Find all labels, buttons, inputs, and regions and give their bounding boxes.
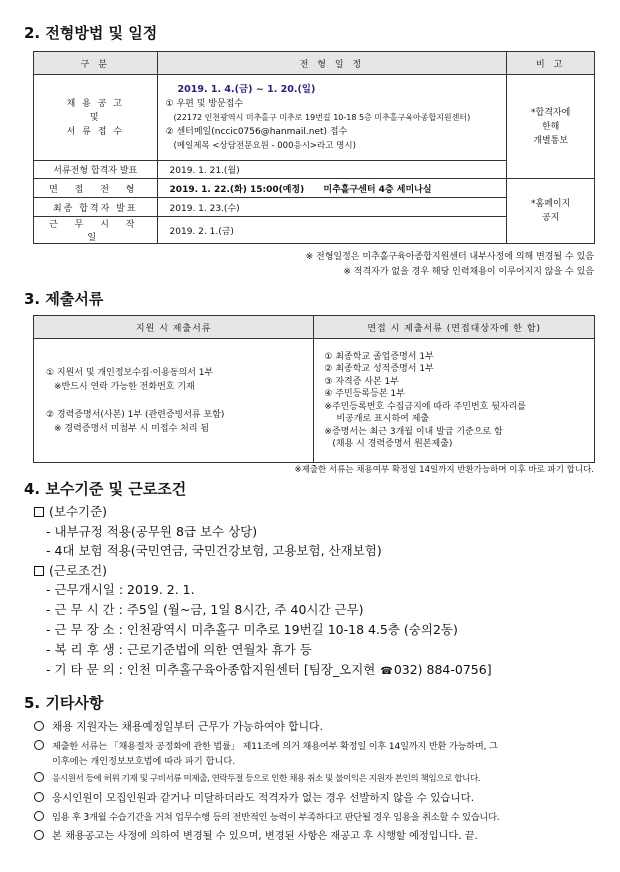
checkbox-square-icon bbox=[34, 507, 44, 517]
misc-item-text: 채용 지원자는 채용예정일부터 근무가 가능하여야 합니다. bbox=[52, 720, 323, 733]
condition-hours: - 근 무 시 간 : 주5일 (월~금, 1일 8시간, 주 40시간 근무) bbox=[46, 602, 364, 617]
misc-item-6 bbox=[34, 827, 478, 842]
label-line: 및 bbox=[89, 112, 101, 123]
remark-line: *홈페이지 bbox=[531, 199, 571, 209]
remark-homepage bbox=[507, 179, 595, 244]
schedule-row-interview bbox=[34, 179, 595, 198]
group-salary bbox=[34, 502, 107, 520]
section-3-title: 3. 제출서류 bbox=[24, 290, 104, 308]
apply-doc-2-note: ※ 경력증명서 미첨부 시 미접수 처리 됨 bbox=[54, 423, 210, 434]
interview-place: 미추홀구센터 4층 세미나실 bbox=[323, 184, 432, 195]
row-label-announcement bbox=[34, 75, 158, 161]
checkbox-square-icon bbox=[34, 566, 44, 576]
misc-item-text: 응시인원이 모집인원과 같거나 미달하더라도 적격자가 없는 경우 선발하지 않을 수 있습니다. bbox=[52, 792, 475, 804]
header-schedule: 전 형 일 정 bbox=[157, 52, 507, 75]
contact-phone: 032) 884-0756] bbox=[393, 662, 492, 677]
apply-doc-1-note: ※반드시 연락 가능한 전화번호 기재 bbox=[54, 381, 195, 392]
row-label-start: 근 무 시 작 일 bbox=[34, 217, 158, 244]
misc-item-1 bbox=[34, 719, 323, 734]
header-apply-docs: 지원 시 제출서류 bbox=[34, 316, 314, 339]
schedule-table bbox=[33, 51, 595, 244]
apply-mail-subject: (메일제목 <상담전문요원 - 000응시>라고 명시) bbox=[173, 140, 356, 151]
schedule-row-announcement bbox=[34, 75, 595, 161]
group-salary-label: (보수기준) bbox=[49, 504, 108, 519]
interview-doc-1: ① 최종학교 졸업증명서 1부 bbox=[324, 351, 434, 362]
condition-contact bbox=[46, 660, 492, 678]
schedule-header-row bbox=[34, 52, 595, 75]
circle-bullet-icon bbox=[34, 772, 44, 782]
remark-line: 개별통보 bbox=[533, 135, 569, 146]
contact-text: - 기 타 문 의 : 인천 미추홀구육아종합지원센터 [팀장_오지현 bbox=[46, 662, 380, 677]
documents-row bbox=[34, 339, 595, 463]
interview-doc-note-2b: (채용 시 경력증명서 원본제출) bbox=[332, 439, 453, 449]
misc-item-text: 임용 후 3개월 수습기간을 거쳐 업무수행 등의 전반적인 능력이 부족하다고 판단될 경우 임용을 취소할 수 있습니다. bbox=[52, 812, 500, 823]
row-date-doc-result: 2019. 1. 21.(월) bbox=[157, 161, 507, 179]
misc-item-5 bbox=[34, 809, 499, 823]
section-4-title: 4. 보수기준 및 근로조건 bbox=[24, 480, 187, 498]
misc-item-2 bbox=[34, 738, 498, 752]
schedule-note-1: ※ 전형일정은 미추홀구육아종합지원센터 내부사정에 의해 변경될 수 있음 bbox=[305, 252, 594, 262]
remark-line: 한해 bbox=[541, 121, 560, 132]
header-remark: 비 고 bbox=[507, 52, 595, 75]
group-conditions-label: (근로조건) bbox=[49, 563, 108, 578]
apply-address: (22172 인천광역시 미추홀구 미추로 19번길 10-18 5층 미추홀구육아종합지원센터) bbox=[173, 112, 471, 122]
section-2-title: 2. 전형방법 및 일정 bbox=[24, 24, 158, 42]
interview-date: 2019. 1. 22.(화) 15:00(예정) bbox=[169, 184, 305, 195]
documents-header-row bbox=[34, 316, 595, 339]
announcement-date: 2019. 1. 4.(금) ~ 1. 20.(일) bbox=[177, 83, 316, 95]
row-date-start: 2019. 2. 1.(금) bbox=[157, 217, 507, 244]
label-line: 서 류 접 수 bbox=[66, 126, 124, 137]
documents-note: ※제출한 서류는 채용여부 확정일 14일까지 반환가능하며 이후 바로 파기 합니다. bbox=[294, 465, 594, 475]
misc-item-4 bbox=[34, 790, 474, 805]
condition-location: - 근 무 장 소 : 인천광역시 미추홀구 미추로 19번길 10-18 4.5층 (숭의2동) bbox=[46, 622, 458, 637]
misc-item-text: 응시원서 등에 허위 기재 및 구비서류 미제출, 연락두절 등으로 인한 채용 취소 및 불이익은 지원자 본인의 책임으로 합니다. bbox=[52, 774, 481, 784]
row-label-doc-result: 서류전형 합격자 발표 bbox=[34, 161, 158, 179]
misc-item-2-cont: 이후에는 개인정보보호법에 따라 파기 합니다. bbox=[52, 756, 236, 767]
schedule-note-2: ※ 적격자가 없을 경우 해당 인력채용이 이루어지지 않을 수 있음 bbox=[343, 267, 594, 277]
interview-doc-3: ③ 자격증 사본 1부 bbox=[324, 376, 399, 387]
misc-item-text: 제출한 서류는 「채용절차 공정화에 관한 법률」 제11조에 의거 채용여부 확정일 이후 14일까지 반환 가능하며, 그 bbox=[52, 741, 498, 752]
condition-welfare: - 복 리 후 생 : 근로기준법에 의한 연월차 휴가 등 bbox=[46, 642, 312, 657]
salary-item-1: - 내부규정 적용(공무원 8급 보수 상당) bbox=[46, 524, 258, 539]
label-line: 채 용 공 고 bbox=[66, 98, 124, 109]
row-label-final-result: 최종 합격자 발표 bbox=[34, 198, 158, 217]
circle-bullet-icon bbox=[34, 721, 44, 731]
apply-doc-1: ① 지원서 및 개인정보수집·이용동의서 1부 bbox=[46, 367, 214, 378]
row-date-final-result: 2019. 1. 23.(수) bbox=[157, 198, 507, 217]
interview-doc-2: ② 최종학교 성적증명서 1부 bbox=[324, 364, 434, 374]
row-detail-announcement bbox=[157, 75, 507, 161]
spacer bbox=[46, 394, 309, 408]
header-interview-docs: 면접 시 제출서류 (면접대상자에 한 함) bbox=[314, 316, 595, 339]
apply-method-2: ② 센터메일(nccic0756@hanmail.net) 접수 bbox=[165, 126, 348, 137]
section-5-title: 5. 기타사항 bbox=[24, 694, 104, 712]
interview-doc-4: ④ 주민등록등본 1부 bbox=[324, 389, 405, 399]
group-conditions bbox=[34, 561, 107, 579]
documents-table bbox=[33, 315, 595, 463]
interview-doc-note-1: ※주민등록번호 수집금지에 따라 주민번호 뒷자리를 bbox=[324, 401, 526, 412]
remark-notice bbox=[507, 75, 595, 179]
remark-line: *합격자에 bbox=[531, 107, 571, 118]
circle-bullet-icon bbox=[34, 811, 44, 821]
condition-start-date: - 근무개시일 : 2019. 2. 1. bbox=[46, 582, 195, 597]
misc-item-text: 본 채용공고는 사정에 의하여 변경될 수 있으며, 변경된 사항은 재공고 후 시행할 예정입니다. 끝. bbox=[52, 831, 478, 842]
misc-item-3 bbox=[34, 772, 480, 784]
apply-method-1: ① 우편 및 방문접수 bbox=[165, 98, 244, 109]
interview-docs-cell bbox=[314, 339, 595, 463]
apply-doc-2: ② 경력증명서(사본) 1부 (관련증빙서류 포함) bbox=[46, 409, 225, 420]
salary-item-2: - 4대 보험 적용(국민연금, 국민건강보험, 고용보험, 산재보험) bbox=[46, 543, 382, 558]
phone-icon: ☎ bbox=[380, 666, 393, 677]
circle-bullet-icon bbox=[34, 830, 44, 840]
circle-bullet-icon bbox=[34, 740, 44, 750]
header-category: 구 분 bbox=[34, 52, 158, 75]
row-label-interview: 면 접 전 형 bbox=[34, 179, 158, 198]
interview-doc-note-1b: 비공개로 표시하여 제출 bbox=[336, 414, 430, 424]
remark-line: 공지 bbox=[541, 213, 560, 223]
interview-doc-note-2: ※증명서는 최근 3개월 이내 발급 기준으로 함 bbox=[324, 426, 503, 437]
circle-bullet-icon bbox=[34, 792, 44, 802]
row-detail-interview bbox=[157, 179, 507, 198]
apply-docs-cell bbox=[34, 339, 314, 463]
